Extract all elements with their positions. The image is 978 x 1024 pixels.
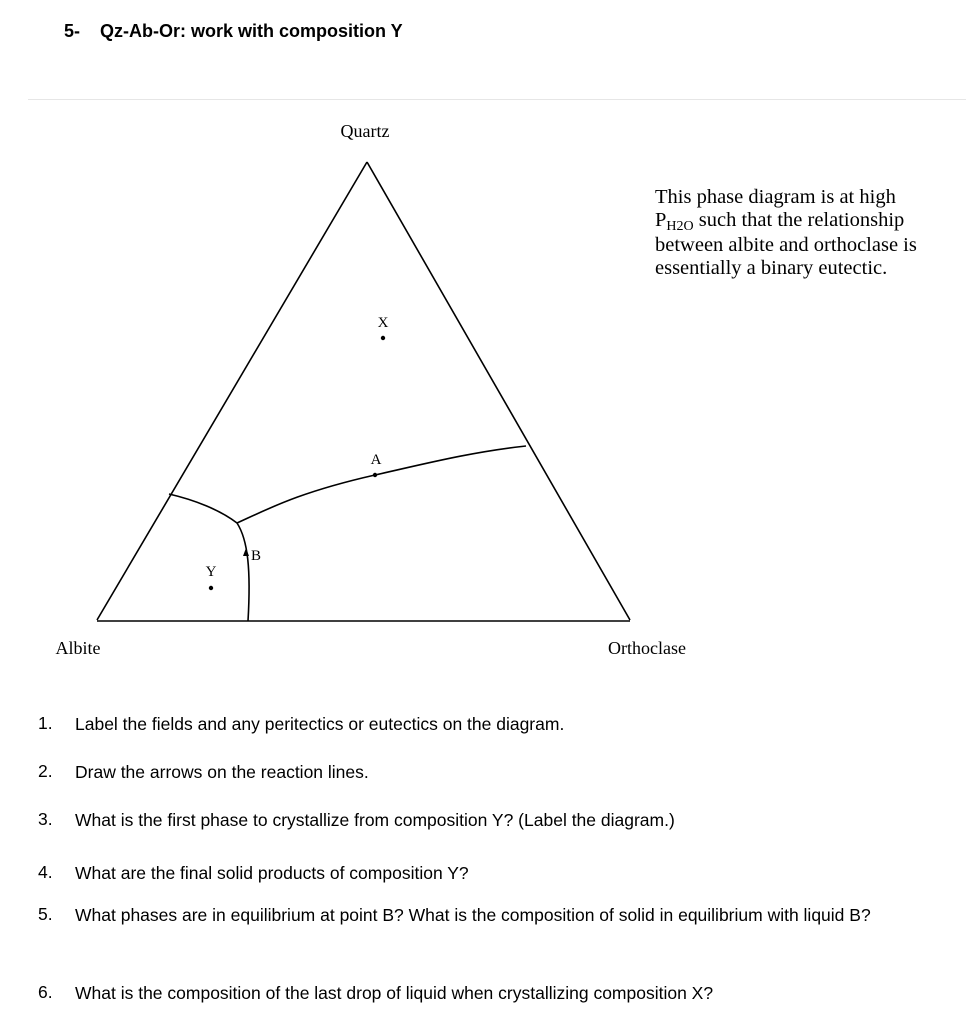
note-line-1: This phase diagram is at high [655, 186, 896, 208]
question-number: 6. [38, 982, 53, 1002]
point-y-dot [209, 586, 213, 590]
note-pressure-subscript: H2O [666, 219, 694, 234]
note-pressure-symbol: P [655, 209, 667, 231]
point-y-label: Y [205, 564, 217, 580]
question-1 [38, 713, 918, 735]
question-4 [38, 862, 918, 884]
question-2 [38, 761, 918, 783]
question-5 [38, 904, 918, 926]
triangle-right-edge [367, 162, 630, 620]
exercise-number: 5- [64, 21, 81, 41]
question-text: What phases are in equilibrium at point B? What is the composition of solid in equilibrium with liquid B? [75, 905, 871, 925]
note-line-4: essentially a binary eutectic. [655, 257, 888, 279]
diagram-note [655, 186, 965, 280]
question-number: 2. [38, 761, 53, 781]
question-number: 1. [38, 713, 53, 733]
question-text: Label the fields and any peritectics or eutectics on the diagram. [75, 714, 565, 734]
boundary-curve-b [237, 523, 249, 621]
note-line-3: between albite and orthoclase is [655, 234, 917, 256]
point-b-label: B [250, 548, 262, 564]
question-text: What is the composition of the last drop of liquid when crystallizing composition X? [75, 983, 714, 1003]
triangle-left-edge [97, 162, 367, 620]
question-number: 5. [38, 904, 53, 924]
boundary-curve-a [237, 446, 526, 523]
point-a-dot [373, 473, 377, 477]
point-x-label: X [377, 315, 389, 331]
question-text: What is the first phase to crystallize from composition Y? (Label the diagram.) [75, 810, 675, 830]
apex-label-albite: Albite [55, 638, 101, 658]
apex-label-quartz: Quartz [340, 121, 390, 141]
exercise-title: Qz-Ab-Or: work with composition Y [100, 21, 403, 41]
apex-label-orthoclase: Orthoclase [608, 638, 686, 658]
point-x-dot [381, 336, 385, 340]
question-number: 4. [38, 862, 53, 882]
question-number: 3. [38, 809, 53, 829]
point-b-marker [243, 548, 249, 556]
question-6 [38, 982, 918, 1004]
question-text: Draw the arrows on the reaction lines. [75, 762, 369, 782]
question-text: What are the final solid products of composition Y? [75, 863, 469, 883]
point-a-label: A [370, 452, 382, 468]
boundary-curve-left [169, 494, 237, 523]
note-line-2-rest: such that the relationship [693, 209, 905, 231]
note-line-2 [655, 209, 965, 234]
question-3 [38, 809, 918, 831]
